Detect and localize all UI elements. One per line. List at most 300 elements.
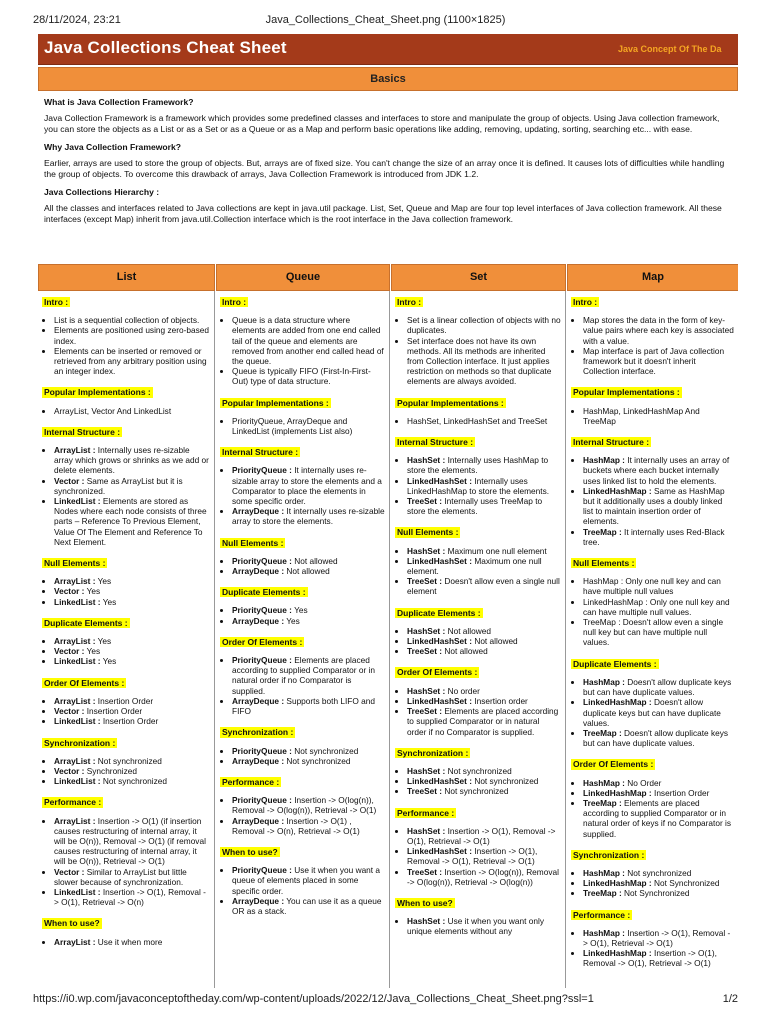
section-list bbox=[571, 868, 734, 899]
item-term: LinkedHashSet : bbox=[407, 846, 473, 857]
item-term: LinkedHashSet : bbox=[407, 776, 473, 787]
item-text: Insertion Order bbox=[651, 787, 710, 798]
list-item bbox=[583, 878, 734, 888]
list-item bbox=[407, 336, 561, 387]
section-list bbox=[42, 937, 210, 947]
item-text: TreeMap : Doesn't allow even a single null key but can have multiple null values. bbox=[583, 617, 724, 648]
list-item bbox=[407, 476, 561, 496]
item-term: ArrayList : bbox=[54, 755, 96, 766]
section-label: Duplicate Elements : bbox=[573, 658, 657, 669]
item-text: Queue is typically FIFO (First-In-First-Out) type of data structure. bbox=[232, 366, 371, 387]
item-term: ArrayDeque : bbox=[232, 566, 285, 577]
basics-answer: Earlier, arrays are used to store the group of objects. But, arrays are of fixed size. You can't change the size of an array once it is defined. It causes lots of difficulties while handling the group of objects. To overcome this drawback of arrays, Java Collection Framework is introduced from JDK 1.2. bbox=[44, 158, 725, 179]
item-text: Not allowed bbox=[442, 646, 488, 657]
basics-header: Basics bbox=[38, 67, 738, 91]
item-term: ArrayList : bbox=[54, 815, 96, 826]
section-label: Synchronization : bbox=[222, 727, 294, 738]
item-text: Yes bbox=[95, 576, 112, 587]
item-text: Set is a linear collection of objects with no duplicates. bbox=[407, 315, 561, 336]
item-text: Doesn't allow even a single null element bbox=[407, 576, 560, 597]
section-list bbox=[42, 636, 210, 667]
list-item bbox=[232, 746, 385, 756]
list-item bbox=[232, 506, 385, 526]
column-header-queue: Queue bbox=[216, 264, 390, 291]
basics-question: What is Java Collection Framework? bbox=[44, 97, 194, 107]
basics-question: Why Java Collection Framework? bbox=[44, 142, 182, 152]
item-term: Vector : bbox=[54, 475, 85, 486]
item-term: ArrayDeque : bbox=[232, 895, 285, 906]
item-text: Not synchronized bbox=[445, 765, 512, 776]
item-text: Insertion Order bbox=[84, 706, 143, 717]
basics-answer: Java Collection Framework is a framework which provides some predefined classes and interfaces to store and manipulate the group of objects. Using Java collection framework, you can store the objects as a List or as a Set or as a Queue or as a Map and perform basic operations like adding, removing, updating, sorting, searching etc... with ease. bbox=[44, 113, 720, 134]
item-text: Set interface does not have its own methods. All its methods are inherited from Collection interface. It just applies restriction on methods so that duplicate elements are always avoided. bbox=[407, 335, 552, 387]
list-item bbox=[232, 896, 385, 916]
list-item bbox=[583, 315, 734, 346]
list-item bbox=[54, 325, 210, 345]
item-term: HashSet : bbox=[407, 765, 446, 776]
item-term: Vector : bbox=[54, 706, 85, 717]
list-item bbox=[232, 616, 385, 626]
list-item bbox=[407, 846, 561, 866]
list-item bbox=[54, 937, 210, 947]
item-text: Not allowed bbox=[291, 555, 338, 566]
item-term: HashSet : bbox=[407, 545, 446, 556]
list-item bbox=[583, 728, 734, 748]
item-text: Not allowed bbox=[445, 625, 491, 636]
list-item bbox=[407, 556, 561, 576]
list-item bbox=[407, 766, 561, 776]
print-footer bbox=[33, 993, 738, 1009]
item-text: Use it when more bbox=[95, 936, 163, 947]
list-item bbox=[54, 646, 210, 656]
section-list bbox=[571, 928, 734, 969]
item-text: LinkedHashMap : Only one null key and can have multiple null values. bbox=[583, 596, 730, 617]
item-text: Use it when you want only unique elements without any bbox=[407, 916, 544, 937]
list-item bbox=[583, 527, 734, 547]
item-text: Insertion Order bbox=[100, 716, 159, 727]
item-term: HashSet : bbox=[407, 916, 446, 927]
section-list bbox=[42, 696, 210, 727]
list-item bbox=[54, 696, 210, 706]
item-text: No Order bbox=[624, 777, 662, 788]
column-map bbox=[567, 291, 738, 988]
section-list bbox=[395, 686, 561, 737]
item-text: Maximum one null element bbox=[445, 545, 547, 556]
section-list bbox=[220, 865, 385, 916]
item-text: Doesn't allow duplicate keys but can have duplicate values. bbox=[583, 727, 729, 749]
section-label: Performance : bbox=[222, 776, 280, 787]
print-page-number: 1/2 bbox=[722, 993, 738, 1005]
section-list bbox=[395, 626, 561, 657]
list-item bbox=[232, 315, 385, 366]
item-text: ArrayList, Vector And LinkedList bbox=[54, 405, 172, 416]
collections-grid bbox=[38, 264, 738, 988]
list-item bbox=[54, 887, 210, 907]
list-item bbox=[583, 455, 734, 486]
item-text: Use it when you want a queue of elements placed in some specific order. bbox=[232, 865, 381, 896]
item-term: PriorityQueue : bbox=[232, 865, 292, 876]
list-item bbox=[232, 566, 385, 576]
item-text: Yes bbox=[84, 646, 101, 657]
item-text: Not synchronized bbox=[284, 755, 351, 766]
item-text: Insertion -> O(1), Removal -> O(1), Retrieval -> O(1) bbox=[407, 825, 556, 846]
column-header-set: Set bbox=[391, 264, 566, 291]
list-item bbox=[583, 948, 734, 968]
item-text: Internally uses LinkedHashMap to store the elements. bbox=[407, 475, 550, 496]
item-text: Insertion -> O(1), Removal -> O(1), Retrieval -> O(1) bbox=[407, 846, 538, 867]
item-term: LinkedHashMap : bbox=[583, 485, 652, 496]
section-label: Order Of Elements : bbox=[573, 759, 654, 770]
item-term: TreeMap : bbox=[583, 526, 622, 537]
item-text: Not synchronized bbox=[291, 745, 359, 756]
list-item bbox=[407, 546, 561, 556]
item-term: Vector : bbox=[54, 586, 85, 597]
item-text: Insertion -> O(log(n)), Removal -> O(log(n)), Retrieval -> O(1) bbox=[232, 795, 377, 816]
list-item bbox=[583, 597, 734, 617]
list-item bbox=[583, 868, 734, 878]
basics-section bbox=[38, 91, 738, 225]
item-term: LinkedList : bbox=[54, 716, 101, 727]
list-item bbox=[232, 416, 385, 436]
item-term: HashMap : bbox=[583, 927, 625, 938]
item-text: Insertion -> O(1), Removal -> O(1), Retrieval -> O(1) bbox=[583, 948, 717, 969]
item-text: Doesn't allow duplicate keys but can have duplicate values. bbox=[583, 676, 732, 698]
list-item bbox=[54, 496, 210, 547]
section-list bbox=[220, 795, 385, 836]
item-text: Not allowed bbox=[284, 566, 330, 577]
item-term: LinkedList : bbox=[54, 596, 101, 607]
list-item bbox=[407, 776, 561, 786]
list-item bbox=[407, 706, 561, 737]
section-list bbox=[42, 576, 210, 607]
list-item bbox=[407, 626, 561, 636]
section-list bbox=[42, 816, 210, 908]
list-item bbox=[54, 776, 210, 786]
item-text: Not synchronized bbox=[95, 755, 162, 766]
item-text: Internally uses TreeMap to store the elements. bbox=[407, 496, 543, 517]
item-text: No order bbox=[445, 685, 480, 696]
item-term: HashSet : bbox=[407, 625, 446, 636]
list-item bbox=[583, 798, 734, 839]
section-label: Popular Implementations : bbox=[222, 397, 329, 408]
item-term: ArrayDeque : bbox=[232, 815, 285, 826]
item-text: You can use it as a queue OR as a stack. bbox=[232, 895, 382, 916]
list-item bbox=[407, 416, 561, 426]
item-text: Not synchronized bbox=[624, 867, 692, 878]
section-list bbox=[395, 916, 561, 936]
item-term: ArrayDeque : bbox=[232, 695, 285, 706]
column-header-list: List bbox=[38, 264, 215, 291]
section-label: Synchronization : bbox=[397, 747, 469, 758]
item-term: PriorityQueue : bbox=[232, 555, 292, 566]
item-term: TreeSet : bbox=[407, 576, 443, 587]
item-term: TreeSet : bbox=[407, 866, 443, 877]
item-text: Supports both LIFO and FIFO bbox=[232, 695, 375, 717]
list-item bbox=[583, 406, 734, 426]
item-text: Not Synchronized bbox=[651, 878, 720, 889]
item-text: Not Synchronized bbox=[621, 888, 690, 899]
item-term: HashMap : bbox=[583, 676, 625, 687]
item-text: Queue is a data structure where elements are added from one end called tail of the queue and elements are removed from another end called head of the queue. bbox=[232, 315, 384, 367]
item-text: Yes bbox=[100, 656, 117, 667]
section-list bbox=[220, 556, 385, 576]
item-term: PriorityQueue : bbox=[232, 465, 292, 476]
list-item bbox=[583, 677, 734, 697]
list-item bbox=[232, 865, 385, 896]
section-list bbox=[395, 416, 561, 426]
section-list bbox=[571, 406, 734, 426]
item-term: HashMap : bbox=[583, 777, 625, 788]
item-term: TreeMap : bbox=[583, 727, 622, 738]
list-item bbox=[583, 778, 734, 788]
list-item bbox=[407, 916, 561, 936]
item-term: ArrayList : bbox=[54, 636, 96, 647]
print-title: Java_Collections_Cheat_Sheet.png (1100×1825) bbox=[265, 14, 506, 26]
list-item bbox=[54, 716, 210, 726]
item-text: Insertion -> O(1) , Removal -> O(n), Retrieval -> O(1) bbox=[232, 815, 360, 836]
list-item bbox=[54, 476, 210, 496]
list-item bbox=[407, 686, 561, 696]
item-text: Elements are placed according to supplied Comparator or in natural order of keys if no Comparator is supplied. bbox=[583, 797, 732, 839]
list-item bbox=[54, 315, 210, 325]
item-term: LinkedList : bbox=[54, 776, 101, 787]
section-list bbox=[395, 546, 561, 597]
section-label: Intro : bbox=[44, 297, 69, 307]
item-term: PriorityQueue : bbox=[232, 605, 292, 616]
section-label: Order Of Elements : bbox=[222, 636, 303, 647]
section-label: Order Of Elements : bbox=[44, 677, 125, 688]
item-text: Yes bbox=[84, 586, 101, 597]
section-label: Performance : bbox=[44, 797, 102, 808]
item-term: HashMap : bbox=[583, 455, 625, 466]
item-text: Elements are positioned using zero-based index. bbox=[54, 325, 209, 346]
list-item bbox=[583, 697, 734, 728]
section-list bbox=[571, 778, 734, 839]
item-term: LinkedHashMap : bbox=[583, 948, 652, 959]
item-text: Yes bbox=[95, 636, 112, 647]
section-list bbox=[220, 315, 385, 386]
list-item bbox=[54, 636, 210, 646]
list-item bbox=[407, 576, 561, 596]
list-item bbox=[54, 445, 210, 476]
section-label: Internal Structure : bbox=[44, 426, 121, 437]
list-item bbox=[232, 795, 385, 815]
section-label: Synchronization : bbox=[44, 737, 116, 748]
item-term: Vector : bbox=[54, 866, 85, 877]
item-text: Not synchronized bbox=[100, 776, 167, 787]
list-item bbox=[583, 788, 734, 798]
list-item bbox=[54, 816, 210, 867]
item-text: Elements are placed according to supplied Comparator or in natural order if no Comparator is supplied. bbox=[232, 655, 375, 696]
section-label: Popular Implementations : bbox=[44, 387, 151, 398]
item-text: Yes bbox=[291, 605, 308, 616]
list-item bbox=[54, 766, 210, 776]
item-text: It internally uses re-sizable array to store the elements and a Comparator to place the elements in some specific order. bbox=[232, 465, 382, 507]
section-label: Null Elements : bbox=[222, 537, 284, 548]
section-label: Synchronization : bbox=[573, 849, 645, 860]
print-header bbox=[33, 14, 738, 30]
list-item bbox=[407, 786, 561, 796]
list-item bbox=[54, 756, 210, 766]
item-term: TreeMap : bbox=[583, 888, 622, 899]
section-label: When to use? bbox=[222, 846, 278, 857]
section-list bbox=[42, 406, 210, 416]
item-text: Elements can be inserted or removed or retrieved from any arbitrary position using an integer index. bbox=[54, 345, 207, 377]
list-item bbox=[54, 586, 210, 596]
item-text: Maximum one null element. bbox=[407, 555, 542, 577]
item-text: Insertion order bbox=[472, 695, 528, 706]
column-list bbox=[38, 291, 215, 988]
item-term: LinkedHashMap : bbox=[583, 697, 652, 708]
section-list bbox=[220, 465, 385, 526]
list-item bbox=[583, 617, 734, 648]
item-text: Elements are placed according to supplied Comparator or in natural order if no Comparator is supplied. bbox=[407, 706, 559, 737]
section-label: Null Elements : bbox=[573, 558, 635, 569]
list-item bbox=[232, 605, 385, 615]
section-label: Internal Structure : bbox=[222, 447, 299, 458]
list-item bbox=[407, 826, 561, 846]
section-label: Internal Structure : bbox=[573, 437, 650, 448]
basics-question: Java Collections Hierarchy : bbox=[44, 187, 160, 197]
item-text: Internally uses HashMap to store the elements. bbox=[407, 455, 549, 476]
item-term: ArrayList : bbox=[54, 445, 96, 456]
section-list bbox=[42, 445, 210, 547]
item-text: Insertion -> O(log(n)), Removal -> O(log(n)), Retrieval -> O(log(n)) bbox=[407, 866, 559, 887]
item-term: TreeSet : bbox=[407, 786, 443, 797]
list-item bbox=[583, 486, 734, 527]
item-term: LinkedHashSet : bbox=[407, 636, 473, 647]
item-term: PriorityQueue : bbox=[232, 795, 292, 806]
section-label: Null Elements : bbox=[397, 527, 459, 538]
item-text: Same as HashMap but it additionally uses a doubly linked list to maintain insertion order of elements. bbox=[583, 485, 725, 527]
list-item bbox=[407, 496, 561, 516]
list-item bbox=[407, 867, 561, 887]
title-bar bbox=[38, 34, 738, 65]
list-item bbox=[407, 636, 561, 646]
list-item bbox=[583, 888, 734, 898]
item-text: PriorityQueue, ArrayDeque and LinkedList (implements List also) bbox=[232, 415, 353, 437]
item-term: ArrayList : bbox=[54, 695, 96, 706]
section-label: Order Of Elements : bbox=[397, 667, 478, 678]
item-term: LinkedHashSet : bbox=[407, 695, 473, 706]
item-text: Map interface is part of Java collection framework but it doesn't inherit Collection interface. bbox=[583, 345, 725, 377]
list-item bbox=[54, 346, 210, 377]
section-label: Intro : bbox=[573, 297, 598, 307]
print-datetime: 28/11/2024, 23:21 bbox=[33, 14, 121, 26]
item-text: Internally uses re-sizable array which grows or shrinks as we add or delete elements. bbox=[54, 445, 209, 476]
item-term: PriorityQueue : bbox=[232, 745, 292, 756]
item-term: LinkedList : bbox=[54, 496, 101, 507]
section-list bbox=[395, 315, 561, 386]
section-list bbox=[220, 746, 385, 766]
section-label: Popular Implementations : bbox=[397, 397, 504, 408]
list-item bbox=[407, 646, 561, 656]
section-list bbox=[395, 826, 561, 887]
item-term: TreeSet : bbox=[407, 706, 443, 717]
section-list bbox=[571, 315, 734, 376]
item-text: List is a sequential collection of objects. bbox=[54, 315, 200, 326]
sheet-title: Java Collections Cheat Sheet bbox=[44, 38, 287, 57]
item-text: Elements are stored as Nodes where each node consists of three parts – Reference To Previous Element, Value Of The Element and Reference To Next Element. bbox=[54, 496, 207, 547]
section-label: Internal Structure : bbox=[397, 437, 474, 448]
section-label: Performance : bbox=[397, 807, 455, 818]
section-label: When to use? bbox=[44, 918, 100, 929]
list-item bbox=[232, 465, 385, 506]
column-queue bbox=[216, 291, 390, 988]
item-text: Yes bbox=[100, 596, 117, 607]
print-url: https://i0.wp.com/javaconceptoftheday.com/wp-content/uploads/2022/12/Java_Collections_Cheat_Sheet.png?ssl=1 bbox=[33, 993, 594, 1005]
item-text: Not allowed bbox=[472, 636, 518, 647]
item-text: Insertion Order bbox=[95, 695, 154, 706]
basics-answer: All the classes and interfaces related to Java collections are kept in java.util package. List, Set, Queue and Map are four top level interfaces of Java collection framework. All these interfaces (except Map) inherit from java.util.Collection interface which is the root interface in the Java collection framework. bbox=[44, 203, 722, 224]
item-term: TreeSet : bbox=[407, 496, 443, 507]
list-item bbox=[54, 576, 210, 586]
item-term: ArrayList : bbox=[54, 936, 96, 947]
item-term: PriorityQueue : bbox=[232, 655, 292, 666]
item-text: Insertion -> O(1) (if insertion causes restructuring of internal array, it will be O(n)), Removal -> O(1) (if removal causes restructuring of internal array, it will be O(n)), Retrieval -> O(1) bbox=[54, 815, 206, 867]
column-set bbox=[391, 291, 566, 988]
item-text: Not synchronized bbox=[442, 786, 509, 797]
cheat-sheet-image bbox=[38, 34, 738, 988]
item-term: LinkedHashSet : bbox=[407, 555, 473, 566]
list-item bbox=[232, 756, 385, 766]
list-item bbox=[407, 455, 561, 475]
item-term: TreeSet : bbox=[407, 646, 443, 657]
item-text: Not synchronized bbox=[472, 776, 539, 787]
section-label: When to use? bbox=[397, 897, 453, 908]
item-text: Synchronized bbox=[84, 765, 138, 776]
item-term: HashMap : bbox=[583, 867, 625, 878]
section-list bbox=[395, 455, 561, 516]
section-list bbox=[395, 766, 561, 797]
list-item bbox=[407, 696, 561, 706]
item-term: HashSet : bbox=[407, 685, 446, 696]
section-label: Intro : bbox=[397, 297, 422, 307]
item-text: Map stores the data in the form of key-value pairs where each key is associated with a value. bbox=[583, 315, 734, 346]
item-term: Vector : bbox=[54, 765, 85, 776]
list-item bbox=[583, 928, 734, 948]
item-term: Vector : bbox=[54, 646, 85, 657]
section-list bbox=[42, 315, 210, 376]
section-list bbox=[571, 677, 734, 748]
section-label: Duplicate Elements : bbox=[397, 607, 481, 618]
item-text: Insertion -> O(1), Removal -> O(1), Retrieval -> O(n) bbox=[54, 886, 206, 908]
item-text: It internally uses an array of buckets where each bucket internally uses linked list to hold the elements. bbox=[583, 455, 730, 486]
section-label: Null Elements : bbox=[44, 558, 106, 569]
section-list bbox=[571, 576, 734, 647]
list-item bbox=[583, 576, 734, 596]
list-item bbox=[232, 696, 385, 716]
item-text: Similar to ArrayList but little slower because of synchronization. bbox=[54, 866, 187, 887]
list-item bbox=[54, 867, 210, 887]
item-text: HashSet, LinkedHashSet and TreeSet bbox=[407, 415, 548, 426]
item-text: Yes bbox=[284, 615, 300, 626]
column-header-map: Map bbox=[567, 264, 738, 291]
list-item bbox=[407, 315, 561, 335]
item-text: It internally uses re-sizable array to store the elements. bbox=[232, 506, 385, 527]
item-term: ArrayDeque : bbox=[232, 506, 285, 517]
list-item bbox=[54, 656, 210, 666]
list-item bbox=[54, 406, 210, 416]
list-item bbox=[232, 366, 385, 386]
item-text: Doesn't allow duplicate keys but can have duplicate values. bbox=[583, 697, 721, 728]
item-term: ArrayList : bbox=[54, 576, 96, 587]
section-list bbox=[571, 455, 734, 547]
section-list bbox=[220, 416, 385, 436]
item-term: TreeMap : bbox=[583, 797, 622, 808]
item-term: ArrayDeque : bbox=[232, 755, 285, 766]
list-item bbox=[232, 655, 385, 696]
